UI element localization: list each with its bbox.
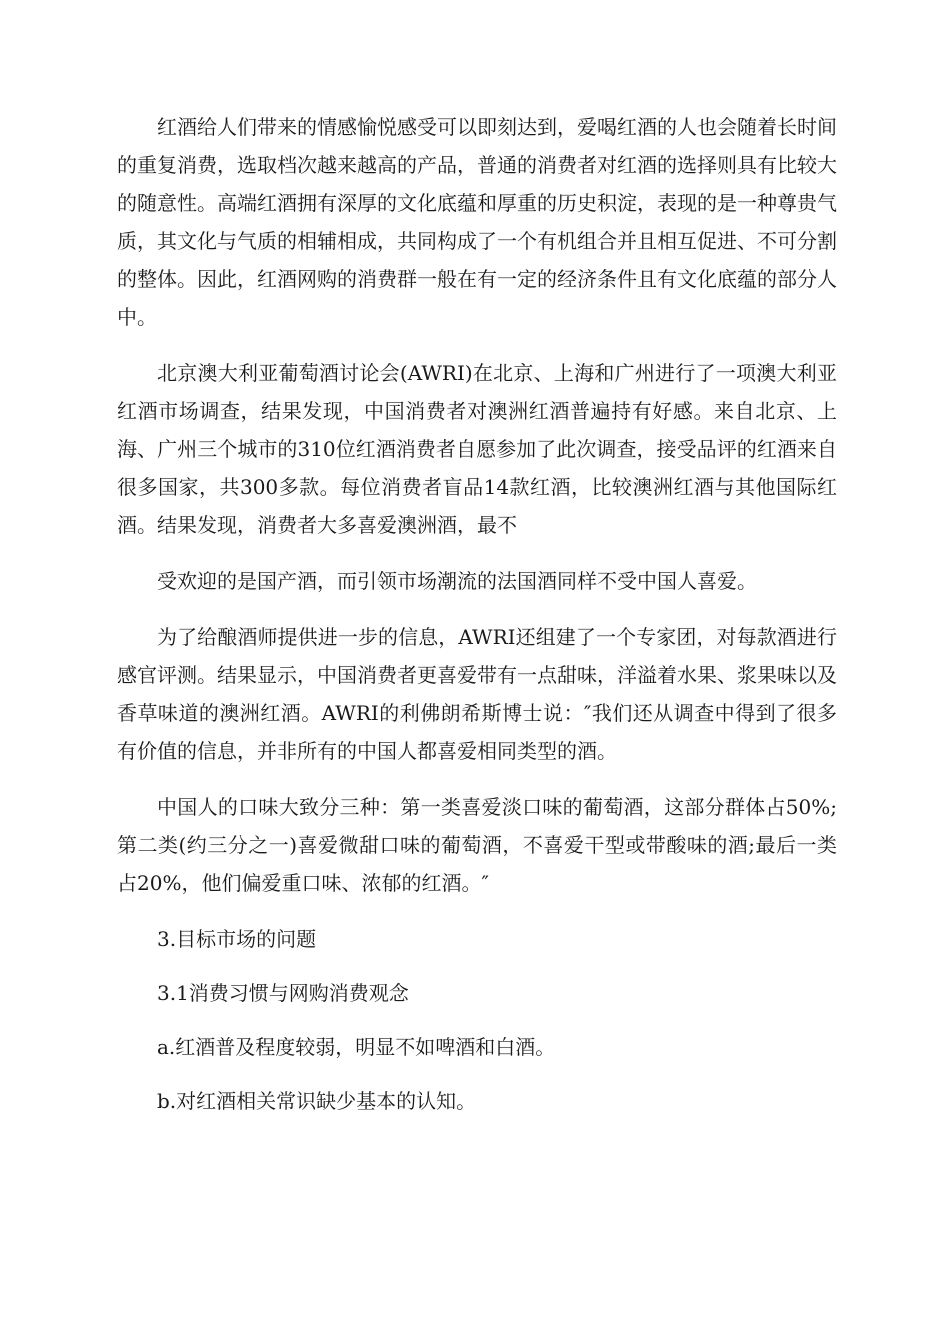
paragraph-domestic-wine: 受欢迎的是国产酒，而引领市场潮流的法国酒同样不受中国人喜爱。 — [157, 569, 757, 593]
paragraph-taste-groups: 中国人的口味大致分三种：第一类喜爱淡口味的葡萄酒，这部分群体占50%;第二类(约三分之一)喜爱微甜口味的葡萄酒，不喜爱干型或带酸味的酒;最后一类占20%，他们偏爱重口味、浓郁的红酒。″ — [117, 795, 837, 895]
paragraph-expert-panel: 为了给酿酒师提供进一步的信息，AWRI还组建了一个专家团，对每款酒进行感官评测。结果显示，中国消费者更喜爱带有一点甜味，洋溢着水果、浆果味以及香草味道的澳洲红酒。AWRI的利佛朗希斯博士说：″我们还从调查中得到了很多有价值的信息，并非所有的中国人都喜爱相同类型的酒。 — [117, 625, 837, 763]
document-body — [117, 108, 837, 1136]
section-heading-target-market: 3.目标市场的问题 — [157, 927, 317, 951]
paragraph-emotional-pleasure: 红酒给人们带来的情感愉悦感受可以即刻达到，爱喝红酒的人也会随着长时间的重复消费，选取档次越来越高的产品，普通的消费者对红酒的选择则具有比较大的随意性。高端红酒拥有深厚的文化底蕴和厚重的历史积淀，表现的是一种尊贵气质，其文化与气质的相辅相成，共同构成了一个有机组合并且相互促进、不可分割的整体。因此，红酒网购的消费群一般在有一定的经济条件且有文化底蕴的部分人中。 — [117, 115, 837, 329]
list-item-b: b.对红酒相关常识缺少基本的认知。 — [157, 1089, 477, 1113]
paragraph-awri-survey: 北京澳大利亚葡萄酒讨论会(AWRI)在北京、上海和广州进行了一项澳大利亚红酒市场调查，结果发现，中国消费者对澳洲红酒普遍持有好感。来自北京、上海、广州三个城市的310位红酒消费者自愿参加了此次调查，接受品评的红酒来自很多国家，共300多款。每位消费者盲品14款红酒，比较澳洲红酒与其他国际红酒。结果发现，消费者大多喜爱澳洲酒，最不 — [117, 361, 837, 537]
list-item-a: a.红酒普及程度较弱，明显不如啤酒和白酒。 — [157, 1035, 556, 1059]
subsection-heading-consumption-habits: 3.1消费习惯与网购消费观念 — [157, 981, 409, 1005]
